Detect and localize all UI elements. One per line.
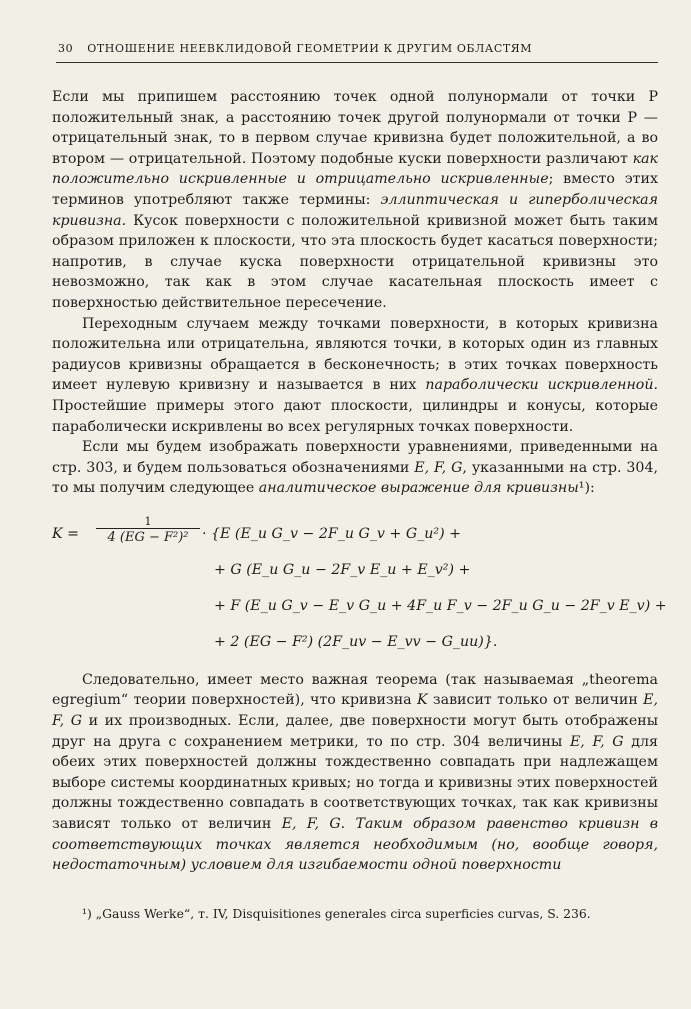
paragraph-4: Следовательно, имеет место важная теорема (так называемая „theorema egregium“ теории поверхностей), что кривизна K зависит только от величин E, F, G и их производных. Если, далее, две поверхности могут быть отображены друг на друга с сохранением метрики, то по стр. 304 величины E, F, G для обеих этих поверхностей должны тождественно совпадать при надлежащем выборе системы координатных кривых; но тогда и кривизны этих поверхностей должны тождественно совпадать в соответствующих точках, так как кривизны зависят только от величин E, F, G. Таким образом равенство кривизн в соответствующих точках является необходимым (но, вообще говоря, недостаточным) условием для изгибаемости одной поверхности	[52, 671, 658, 874]
page	[52, 42, 667, 923]
body-text	[52, 87, 667, 876]
running-header	[58, 42, 658, 55]
running-title: ОТНОШЕНИЕ НЕЕВКЛИДОВОЙ ГЕОМЕТРИИ К ДРУГИМ ОБЛАСТЯМ	[87, 42, 533, 55]
formula-line-3: + F (E_u G_v − E_v G_u + 4F_u F_v − 2F_u G_u − 2F_v E_v) +	[214, 597, 667, 614]
formula-line-2: + G (E_u G_u − 2F_v E_u + E_v²) +	[214, 561, 471, 578]
curvature-formula	[52, 513, 667, 658]
formula-numerator: 1	[144, 514, 152, 528]
footnote: ¹) „Gauss Werke“, т. IV, Disquisitiones generales circa superficies curvas, S. 236.	[82, 905, 591, 921]
formula-line-1: · {E (E_u G_v − 2F_u G_v + G_u²) +	[202, 525, 462, 542]
paragraph-1: Если мы припишем расстоянию точек одной полунормали от точки P положительный знак, а расстоянию точек другой полунормали от точки P — отрицательный знак, то в первом случае кривизна будет положительной, а во втором — отрицательной. Поэтому подобные куски поверхности различают как положительно искривленные и отрицательно искривленные; вместо этих терминов употребляют также термины: эллиптическая и гиперболическая кривизна. Кусок поверхности с положительной кривизной может быть таким образом приложен к плоскости, что эта плоскость будет касаться поверхности; напротив, в случае куска поверхности отрицательной кривизны это невозможно, так как в этом случае касательная плоскость имеет с поверхностью действительное пересечение.	[52, 89, 658, 311]
formula-fraction	[96, 515, 200, 546]
page-number: 30	[58, 42, 74, 55]
paragraph-2: Переходным случаем между точками поверхности, в которых кривизна положительна или отрицательна, являются точки, в которых один из главных радиусов кривизны обращается в бесконечность; в этих точках поверхность имеет нулевую кривизну и называется в них параболически искривленной. Простейшие примеры этого дают плоскости, цилиндры и конусы, которые параболически искривлены во всех регулярных точках поверхности.	[52, 315, 658, 435]
formula-denominator: 4 (EG − F²)²	[96, 528, 200, 546]
header-rule	[56, 62, 658, 63]
paragraph-3: Если мы будем изображать поверхности уравнениями, приведенными на стр. 303, и будем пользоваться обозначениями E, F, G, указанными на стр. 304, то мы получим следующее аналитическое выражение для кривизны¹):	[52, 439, 658, 497]
formula-lhs: K =	[52, 525, 79, 542]
formula-line-4: + 2 (EG − F²) (2F_uv − E_vv − G_uu)}.	[214, 633, 498, 650]
